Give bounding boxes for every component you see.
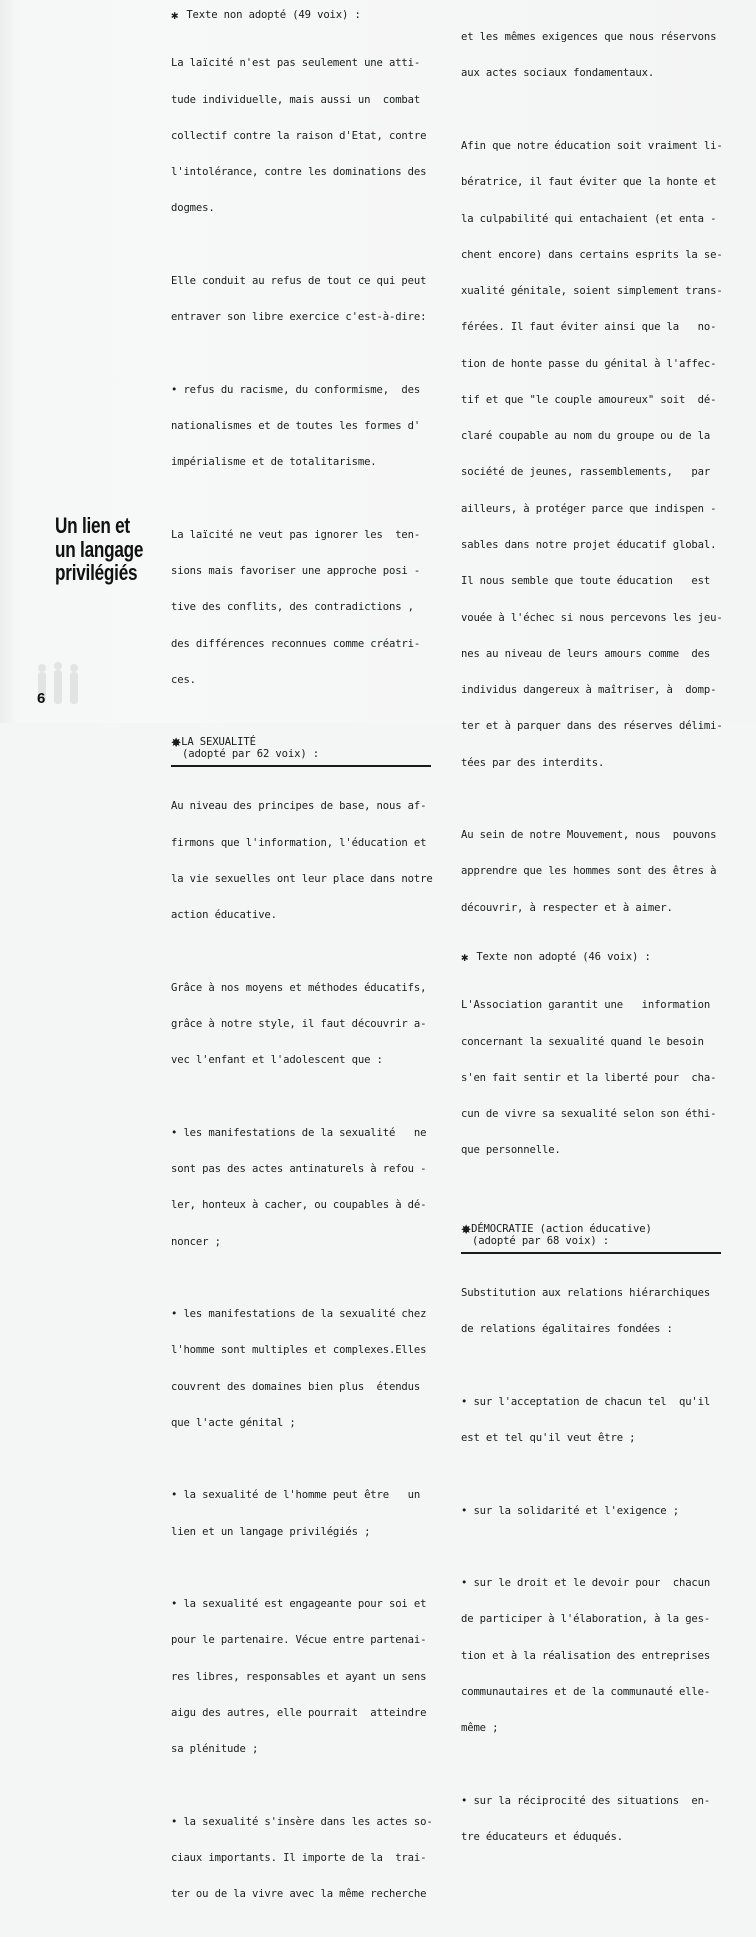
side-title-line: privilégiés [55, 560, 138, 585]
text-line: impérialisme et de totalitarisme. [171, 456, 377, 469]
text-line: bératrice, il faut éviter que la honte et [461, 176, 717, 189]
text-line: Elle conduit au refus de tout ce qui peut [171, 274, 427, 287]
text-line: tude individuelle, mais aussi un combat [171, 93, 421, 106]
text-line: xualité génitale, soient simplement trans- [461, 285, 723, 298]
paragraph [171, 958, 456, 1091]
vote-count: (adopté par 62 voix) : [182, 748, 320, 761]
text-line: • sur la réciprocité des situations en- [461, 1794, 711, 1807]
bullet-item [171, 1284, 456, 1453]
text-line: entraver son libre exercice c'est-à-dire: [171, 311, 427, 324]
left-column [171, 8, 456, 1937]
paragraph [171, 504, 456, 710]
bullet-item [171, 1465, 456, 1562]
text-line: l'homme sont multiples et complexes.Elles [171, 1344, 427, 1357]
section-title: LA SEXUALITÉ [181, 736, 256, 749]
text-line: de participer à l'élaboration, à la ges- [461, 1613, 711, 1626]
text-line: ter ou de la vivre avec la même recherche [171, 1888, 427, 1901]
section-title: DÉMOCRATIE (action éducative) [471, 1222, 652, 1235]
bullet-item [461, 1480, 753, 1540]
bullet-item [171, 359, 456, 492]
asterisk-icon: ✸ [461, 1218, 472, 1239]
bullet-item [461, 1553, 753, 1759]
section-heading-sexualite [171, 732, 456, 753]
text-line: société de jeunes, rassemblements, par [461, 466, 711, 479]
vote-count: (adopté par 68 voix) : [472, 1234, 610, 1247]
note-label: Texte non adopté (46 voix) : [476, 951, 651, 964]
text-line: vec l'enfant et l'adolescent que : [171, 1054, 383, 1067]
text-line: sont pas des actes antinaturels à refou - [171, 1163, 427, 1176]
text-line: tre éducateurs et éduqués. [461, 1830, 623, 1843]
text-line: • les manifestations de la sexualité ne [171, 1126, 427, 1139]
text-line: Il nous semble que toute éducation est [461, 575, 711, 588]
text-line: • la sexualité s'insère dans les actes so- [171, 1815, 433, 1828]
page-number: 6 [37, 690, 46, 707]
right-column [461, 7, 753, 1879]
text-line: aigu des autres, elle pourrait atteindre [171, 1707, 427, 1719]
text-line: lien et un langage privilégiés ; [171, 1525, 371, 1538]
text-line: l'intolérance, contre les dominations des [171, 166, 427, 179]
text-line: tion de honte passe du génital à l'affec- [461, 357, 717, 370]
side-title [55, 514, 149, 585]
text-line: Au niveau des principes de base, nous af- [171, 800, 427, 813]
text-line: que l'acte génital ; [171, 1416, 296, 1429]
text-line: La laïcité n'est pas seulement une atti- [171, 57, 421, 70]
text-line: que personnelle. [461, 1144, 561, 1157]
text-line: est et tel qu'il veut être ; [461, 1432, 636, 1445]
paragraph [461, 805, 753, 938]
bullet-item [171, 1103, 456, 1272]
section-divider [171, 765, 431, 767]
bullet-item [171, 1574, 456, 1780]
text-line: couvrent des domaines bien plus étendus [171, 1380, 421, 1393]
text-line: nes au niveau de leurs amours comme des [461, 647, 711, 660]
text-line: grâce à notre style, il faut découvrir a- [171, 1018, 427, 1031]
text-line: apprendre que les hommes sont des êtres à [461, 865, 717, 878]
text-line: Grâce à nos moyens et méthodes éducatifs, [171, 981, 427, 994]
asterisk-icon: ✱ [461, 950, 469, 965]
text-line: Afin que notre éducation soit vraiment li- [461, 139, 723, 152]
text-line: individus dangereux à maîtriser, à domp- [461, 684, 717, 697]
text-line: tion et à la réalisation des entreprises [461, 1649, 711, 1662]
text-line: et les mêmes exigences que nous réservons [461, 31, 717, 44]
text-line: La laïcité ne veut pas ignorer les ten- [171, 528, 421, 541]
section-heading-democratie [461, 1218, 753, 1239]
paragraph [171, 33, 456, 239]
text-line: • sur le droit et le devoir pour chacun [461, 1577, 711, 1590]
text-line: la culpabilité qui entachaient (et enta - [461, 212, 717, 225]
text-line: sa plénitude ; [171, 1743, 259, 1756]
text-line: sables dans notre projet éducatif global. [461, 539, 717, 552]
text-line: tées par des interdits. [461, 756, 605, 769]
side-title-line: Un lien et [55, 513, 130, 538]
text-line: sions mais favoriser une approche posi - [171, 564, 421, 577]
asterisk-icon: ✸ [171, 732, 182, 753]
text-line: même ; [461, 1722, 499, 1735]
text-line: • la sexualité est engageante pour soi et [171, 1598, 427, 1611]
text-line: des différences reconnues comme créatri- [171, 637, 421, 650]
text-line: de relations égalitaires fondées : [461, 1323, 673, 1336]
non-adopted-note-46 [461, 950, 753, 963]
text-line: L'Association garantit une information [461, 999, 711, 1012]
text-line: ler, honteux à cacher, ou coupables à dé- [171, 1199, 427, 1212]
section-vote [461, 1235, 753, 1247]
text-line: • refus du racisme, du conformisme, des [171, 383, 421, 396]
paragraph [461, 7, 753, 104]
text-line: dogmes. [171, 202, 215, 215]
note-label: Texte non adopté (49 voix) : [186, 9, 361, 21]
asterisk-icon: ✱ [171, 8, 179, 22]
text-line: découvrir, à respecter et à aimer. [461, 901, 673, 914]
text-line: firmons que l'information, l'éducation et [171, 836, 427, 849]
text-line: la vie sexuelles ont leur place dans notre [171, 873, 433, 885]
text-line: Substitution aux relations hiérarchiques [461, 1287, 711, 1300]
text-line: tive des conflits, des contradictions , [171, 601, 414, 614]
text-line: chent encore) dans certains esprits la se- [461, 248, 723, 261]
side-title-line: un langage [55, 536, 144, 562]
text-line: • les manifestations de la sexualité chez [171, 1308, 427, 1321]
bullet-item [461, 1372, 753, 1469]
paragraph [461, 116, 753, 793]
text-line: action éducative. [171, 909, 277, 922]
text-line: tif et que "le couple amoureux" soit dé- [461, 393, 717, 406]
text-line: • sur l'acceptation de chacun tel qu'il [461, 1395, 711, 1408]
text-line: nationalismes et de toutes les formes d' [171, 419, 421, 432]
text-line: cun de vivre sa sexualité selon son éthi- [461, 1108, 717, 1121]
text-line: pour le partenaire. Vécue entre partenai- [171, 1634, 427, 1647]
text-line: férées. Il faut éviter ainsi que la no- [461, 321, 717, 334]
text-line: concernant la sexualité quand le besoin [461, 1035, 704, 1048]
paragraph [171, 776, 456, 945]
paragraph [461, 975, 753, 1181]
section-divider [461, 1252, 721, 1254]
paragraph [171, 251, 456, 348]
text-line: res libres, responsables et ayant un sens [171, 1670, 427, 1683]
bullet-item [461, 1770, 753, 1867]
text-line: aux actes sociaux fondamentaux. [461, 67, 655, 80]
text-line: ciaux importants. Il importe de la trai- [171, 1852, 427, 1865]
text-line: collectif contre la raison d'Etat, contre [171, 129, 427, 142]
text-line: noncer ; [171, 1235, 221, 1248]
text-line: • sur la solidarité et l'exigence ; [461, 1504, 679, 1517]
text-line: vouée à l'échec si nous percevons les jeu- [461, 611, 723, 624]
bullet-item [171, 1792, 456, 1925]
non-adopted-note-49 [171, 8, 456, 21]
text-line: ces. [171, 673, 196, 686]
section-vote [171, 748, 456, 760]
paragraph [461, 1263, 753, 1360]
text-line: ailleurs, à protéger parce que indispen - [461, 502, 717, 515]
text-line: ter et à parquer dans des réserves délimi- [461, 720, 723, 733]
text-line: s'en fait sentir et la liberté pour cha- [461, 1071, 717, 1084]
text-line: communautaires et de la communauté elle- [461, 1685, 711, 1698]
text-line: claré coupable au nom du groupe ou de la [461, 430, 711, 443]
text-line: Au sein de notre Mouvement, nous pouvons [461, 829, 717, 842]
text-line: • la sexualité de l'homme peut être un [171, 1489, 421, 1502]
